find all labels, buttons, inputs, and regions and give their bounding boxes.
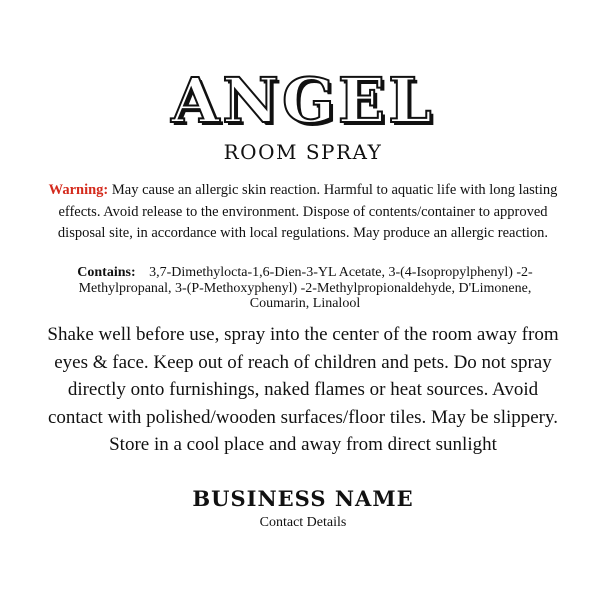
usage-instructions: Shake well before use, spray into the center of the room away from eyes & face. Keep out of reach of children and pets. Do not spray directly onto furnishings, naked flames or heat sources. Avoid contact with polished/wooden surfaces/floor tiles. May be slippery. Store in a cool place and away from direct sunlight	[47, 324, 559, 455]
product-title: ANGEL	[171, 64, 435, 137]
contains-text: 3,7-Dimethylocta-1,6-Dien-3-YL Acetate, 3-(4-Isopropylphenyl) -2-Methylpropanal, 3-(P-Methoxyphenyl) -2-Methylpropionaldehyde, D'Limonene, Coumarin, Linalool	[78, 265, 533, 311]
business-name: BUSINESS NAME	[192, 486, 414, 511]
product-subtitle: ROOM SPRAY	[223, 140, 383, 164]
contains-label: Contains:	[77, 265, 136, 280]
warning-label: Warning:	[48, 182, 109, 198]
warning-block	[40, 180, 566, 245]
contact-details: Contact Details	[259, 515, 347, 530]
contains-block	[48, 265, 562, 312]
warning-text: May cause an allergic skin reaction. Harmful to aquatic life with long lasting effects. Avoid release to the environment. Dispose of contents/container to approved disposal site, in accordance with local regulations. May produce an allergic reaction.	[57, 182, 558, 241]
